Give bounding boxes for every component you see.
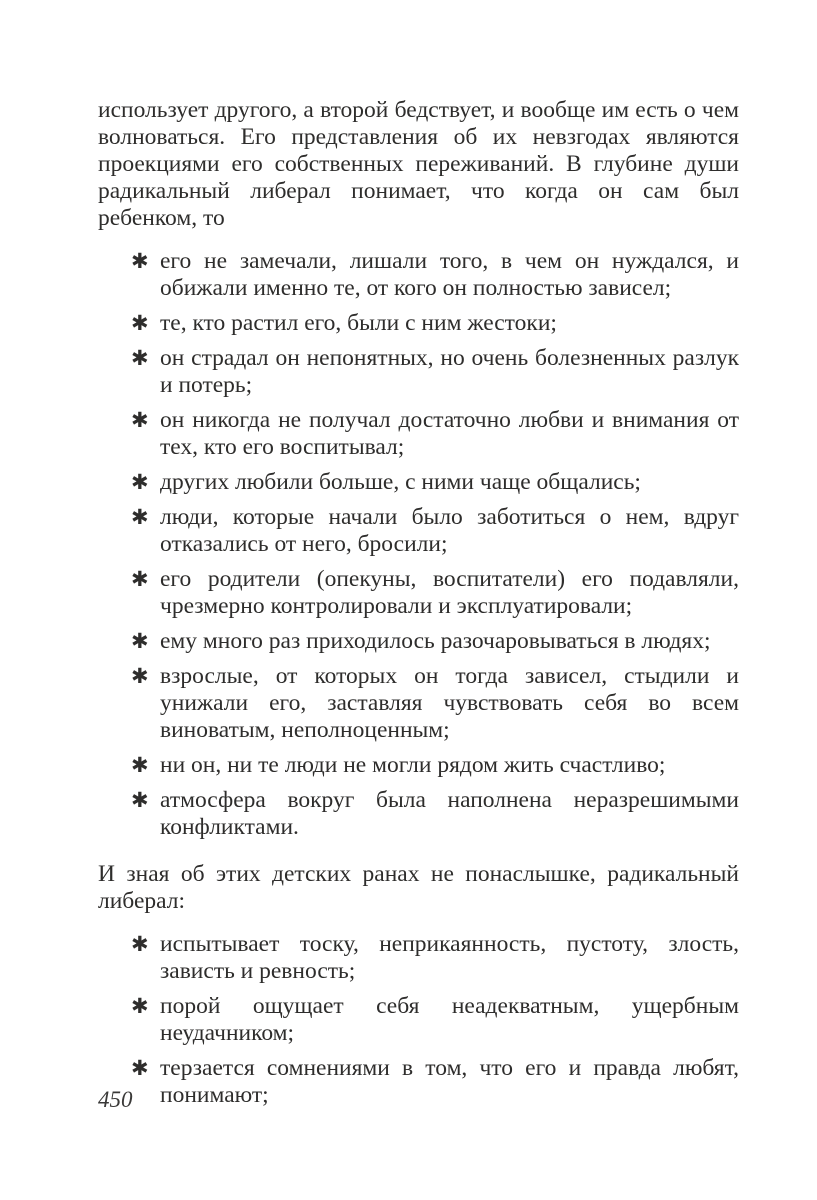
list-item-text: порой ощущает себя неадекватным, ущербным неудачником;	[160, 993, 739, 1046]
list-item	[98, 566, 739, 620]
list-item-text: испытывает тоску, неприкаянность, пустоту, злость, зависть и ревность;	[160, 931, 739, 984]
asterisk-bullet-icon: ✱	[131, 753, 149, 777]
list-item	[98, 345, 739, 399]
asterisk-bullet-icon: ✱	[131, 408, 149, 432]
list-item-text: терзается сомнениями в том, что его и правда любят, понимают;	[160, 1055, 739, 1108]
list-item-text: его не замечали, лишали того, в чем он нуждался, и обижали именно те, от кого он полностью зависел;	[160, 248, 739, 301]
asterisk-bullet-icon: ✱	[131, 932, 149, 956]
body-paragraph: И зная об этих детских ранах не понаслышке, радикальный либерал:	[98, 861, 739, 914]
asterisk-bullet-icon: ✱	[131, 470, 149, 494]
list-item-text: те, кто растил его, были с ним жестоки;	[160, 310, 557, 336]
list-item	[98, 993, 739, 1047]
list-item-text: он страдал он непонятных, но очень болезненных разлук и потерь;	[160, 345, 739, 398]
list-item-text: других любили больше, с ними чаще общались;	[160, 469, 641, 495]
list-item-text: его родители (опекуны, воспитатели) его подавляли, чрезмерно контролировали и эксплуатировали;	[160, 566, 739, 619]
asterisk-bullet-icon: ✱	[131, 664, 149, 688]
list-item-text: атмосфера вокруг была наполнена неразрешимыми конфликтами.	[160, 787, 739, 840]
asterisk-bullet-icon: ✱	[131, 629, 149, 653]
body-paragraph: использует другого, а второй бедствует, и вообще им есть о чем волноваться. Его представления об их невзгодах являются проекциями его собственных переживаний. В глубине души радикальный либерал понимает, что когда он сам был ребенком, то	[98, 97, 739, 231]
asterisk-bullet-icon: ✱	[131, 567, 149, 591]
asterisk-bullet-icon: ✱	[131, 249, 149, 273]
list-item	[98, 469, 739, 496]
list-item-text: взрослые, от которых он тогда зависел, стыдили и унижали его, заставляя чувствовать себя во всем виноватым, неполноценным;	[160, 663, 739, 743]
asterisk-bullet-icon: ✱	[131, 994, 149, 1018]
list-item-text: люди, которые начали было заботиться о нем, вдруг отказались от него, бросили;	[160, 504, 739, 557]
list-item	[98, 752, 739, 779]
list-item	[98, 1055, 739, 1109]
bullet-list-childhood-wounds	[98, 248, 739, 841]
list-item-text: ни он, ни те люди не могли рядом жить счастливо;	[160, 752, 666, 778]
list-item	[98, 504, 739, 558]
list-item	[98, 248, 739, 302]
list-item	[98, 787, 739, 841]
list-item	[98, 407, 739, 461]
list-item-text: ему много раз приходилось разочаровываться в людях;	[160, 628, 711, 654]
asterisk-bullet-icon: ✱	[131, 346, 149, 370]
asterisk-bullet-icon: ✱	[131, 505, 149, 529]
list-item	[98, 310, 739, 337]
list-item	[98, 931, 739, 985]
asterisk-bullet-icon: ✱	[131, 1056, 149, 1080]
list-item	[98, 663, 739, 744]
page-body	[98, 97, 739, 1109]
list-item-text: он никогда не получал достаточно любви и внимания от тех, кто его воспитывал;	[160, 407, 739, 460]
asterisk-bullet-icon: ✱	[131, 788, 149, 812]
list-item	[98, 628, 739, 655]
page-number: 450	[98, 1087, 133, 1112]
asterisk-bullet-icon: ✱	[131, 311, 149, 335]
bullet-list-liberal-feelings	[98, 931, 739, 1109]
